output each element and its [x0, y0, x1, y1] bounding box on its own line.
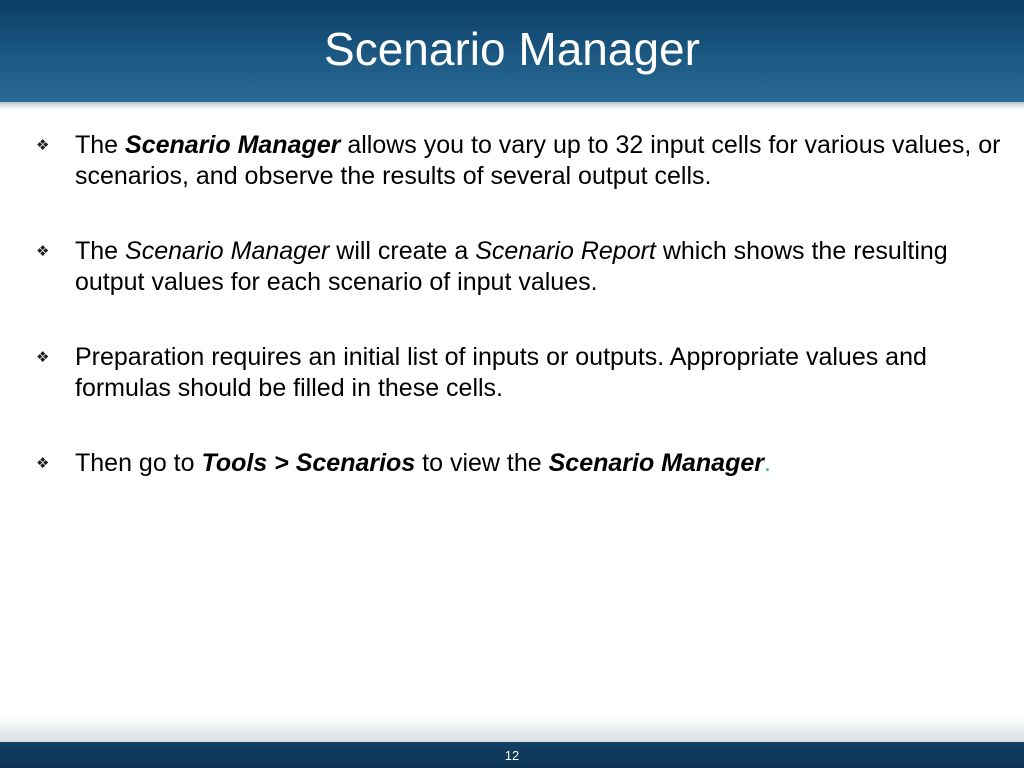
page-number: 12	[504, 747, 520, 763]
diamond-bullet-icon: ❖	[36, 455, 50, 472]
footer-fade	[0, 716, 1024, 742]
bullet-item	[36, 448, 1006, 479]
bullet-emphasis: Tools > Scenarios	[201, 449, 416, 477]
header-shadow	[0, 102, 1024, 110]
bullet-text: allows you to vary up to 32 input cells for various values, or scenarios, and observe the results of several output cells.	[75, 131, 1001, 190]
bullet-text: Then go to	[75, 449, 202, 477]
bullet-emphasis: Scenario Manager	[125, 131, 341, 159]
diamond-bullet-icon: ❖	[36, 243, 50, 260]
slide-title: Scenario Manager	[324, 23, 700, 75]
slide-header	[0, 0, 1024, 102]
bullet-item	[36, 342, 1006, 404]
diamond-bullet-icon: ❖	[36, 349, 50, 366]
bullet-text: to view the	[415, 449, 549, 477]
bullet-text: Preparation requires an initial list of inputs or outputs. Appropriate values and formulas should be filled in these cells.	[75, 343, 927, 402]
bullet-text: The	[75, 131, 126, 159]
bullet-text: which shows the resulting output values for each scenario of input values.	[75, 237, 948, 296]
bullet-text: will create a	[329, 237, 476, 265]
bullet-emphasis: Scenario Manager	[125, 237, 330, 265]
diamond-bullet-icon: ❖	[36, 137, 50, 154]
bullet-item	[36, 236, 1006, 298]
bullet-item	[36, 130, 1006, 192]
accent-period: .	[763, 449, 771, 477]
bullet-text: The	[75, 237, 126, 265]
slide-content	[36, 130, 1006, 523]
bullet-emphasis: Scenario Report	[475, 237, 656, 265]
slide-footer	[0, 742, 1024, 768]
bullet-emphasis: Scenario Manager	[548, 449, 764, 477]
